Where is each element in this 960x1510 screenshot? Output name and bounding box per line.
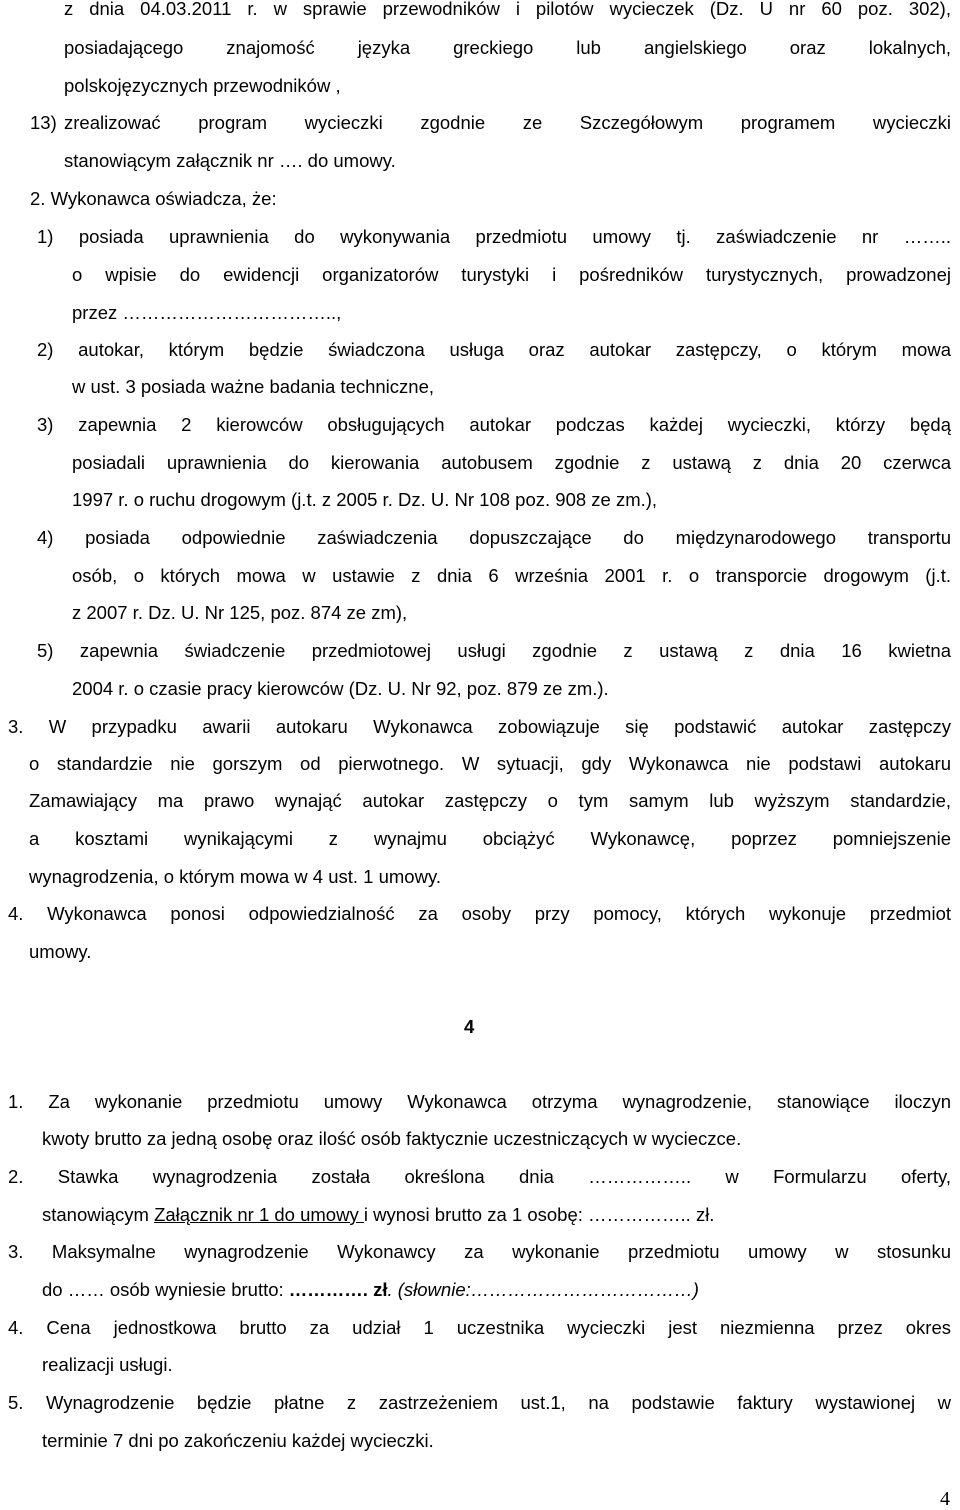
text-line: posiadającego znajomość języka greckiego lub angielskiego oraz lokalnych, — [64, 37, 951, 58]
amount-field: …………. zł — [288, 1279, 388, 1300]
text-line: 1997 r. o ruchu drogowym (j.t. z 2005 r. Dz. U. Nr 108 poz. 908 ze zm.), — [72, 489, 658, 510]
text-line: a kosztami wynikającymi z wynajmu obciążyć Wykonawcę, poprzez pomniejszenie — [29, 828, 951, 849]
text-run: stanowiącym — [42, 1204, 155, 1225]
text-line: posiadali uprawnienia do kierowania autobusem zgodnie z ustawą z dnia 20 czerwca — [72, 452, 951, 473]
list-number: 13) — [30, 112, 57, 133]
text-line: 4. Cena jednostkowa brutto za udział 1 uczestnika wycieczki jest niezmienna przez okres — [8, 1317, 951, 1338]
amount-in-words: . (słownie:………………………………) — [387, 1279, 699, 1300]
text-line: 4. Wykonawca ponosi odpowiedzialność za osoby przy pomocy, których wykonuje przedmiot — [8, 903, 951, 924]
text-line: 1. Za wykonanie przedmiotu umowy Wykonawca otrzyma wynagrodzenie, stanowiące iloczyn — [8, 1091, 951, 1112]
text-line: z 2007 r. Dz. U. Nr 125, poz. 874 ze zm), — [72, 602, 408, 623]
text-line: o standardzie nie gorszym od pierwotnego. W sytuacji, gdy Wykonawca nie podstawi autokaru — [29, 753, 951, 774]
text-line: w ust. 3 posiada ważne badania techniczne, — [72, 376, 435, 397]
text-line: 2004 r. o czasie pracy kierowców (Dz. U. Nr 92, poz. 879 ze zm.). — [72, 678, 609, 699]
text-line: 2) autokar, którym będzie świadczona usługa oraz autokar zastępczy, o którym mowa — [37, 339, 951, 360]
text-line: zrealizować program wycieczki zgodnie ze Szczegółowym programem wycieczki — [64, 112, 951, 133]
text-run: do …… osób wyniesie brutto: — [42, 1279, 289, 1300]
text-line: stanowiącym załącznik nr …. do umowy. — [64, 150, 396, 171]
text-line: z dnia 04.03.2011 r. w sprawie przewodników i pilotów wycieczek (Dz. U nr 60 poz. 302), — [64, 0, 951, 19]
text-line: osób, o których mowa w ustawie z dnia 6 września 2001 r. o transporcie drogowym (j.t. — [72, 565, 951, 586]
paragraph-heading: 4 — [464, 1016, 475, 1037]
section-heading: 2. Wykonawca oświadcza, że: — [30, 188, 277, 209]
text-line: Zamawiający ma prawo wynająć autokar zastępczy o tym samym lub wyższym standardzie, — [29, 790, 951, 811]
page-number: 4 — [940, 1488, 950, 1510]
text-line: 3. Maksymalne wynagrodzenie Wykonawcy za wykonanie przedmiotu umowy w stosunku — [8, 1241, 951, 1262]
text-line — [42, 1204, 714, 1226]
text-line: realizacji usługi. — [42, 1354, 173, 1375]
text-line: 4) posiada odpowiednie zaświadczenia dopuszczające do międzynarodowego transportu — [37, 527, 951, 548]
text-line — [42, 1279, 699, 1301]
text-line: o wpisie do ewidencji organizatorów turystyki i pośredników turystycznych, prowadzonej — [72, 264, 951, 285]
text-line: przez …………………………….., — [72, 302, 342, 323]
text-line: 2. Stawka wynagrodzenia została określona dnia …………….. w Formularzu oferty, — [8, 1166, 951, 1187]
text-line: 5) zapewnia świadczenie przedmiotowej usługi zgodnie z ustawą z dnia 16 kwietna — [37, 640, 951, 661]
text-line: wynagrodzenia, o którym mowa w 4 ust. 1 umowy. — [29, 866, 441, 887]
text-run: i wynosi brutto za 1 osobę: …………….. zł. — [363, 1204, 715, 1225]
text-line: umowy. — [29, 941, 92, 962]
text-line: polskojęzycznych przewodników , — [64, 75, 341, 96]
annex-reference: Załącznik nr 1 do umowy — [154, 1204, 364, 1225]
text-line: 1) posiada uprawnienia do wykonywania przedmiotu umowy tj. zaświadczenie nr …….. — [37, 226, 951, 247]
text-line: 3. W przypadku awarii autokaru Wykonawca zobowiązuje się podstawić autokar zastępczy — [8, 716, 951, 737]
text-line: terminie 7 dni po zakończeniu każdej wycieczki. — [42, 1430, 434, 1451]
text-line: 5. Wynagrodzenie będzie płatne z zastrzeżeniem ust.1, na podstawie faktury wystawionej w — [8, 1392, 951, 1413]
text-line: 3) zapewnia 2 kierowców obsługujących autokar podczas każdej wycieczki, którzy będą — [37, 414, 951, 435]
text-line: kwoty brutto za jedną osobę oraz ilość osób faktycznie uczestniczących w wycieczce. — [42, 1128, 742, 1149]
